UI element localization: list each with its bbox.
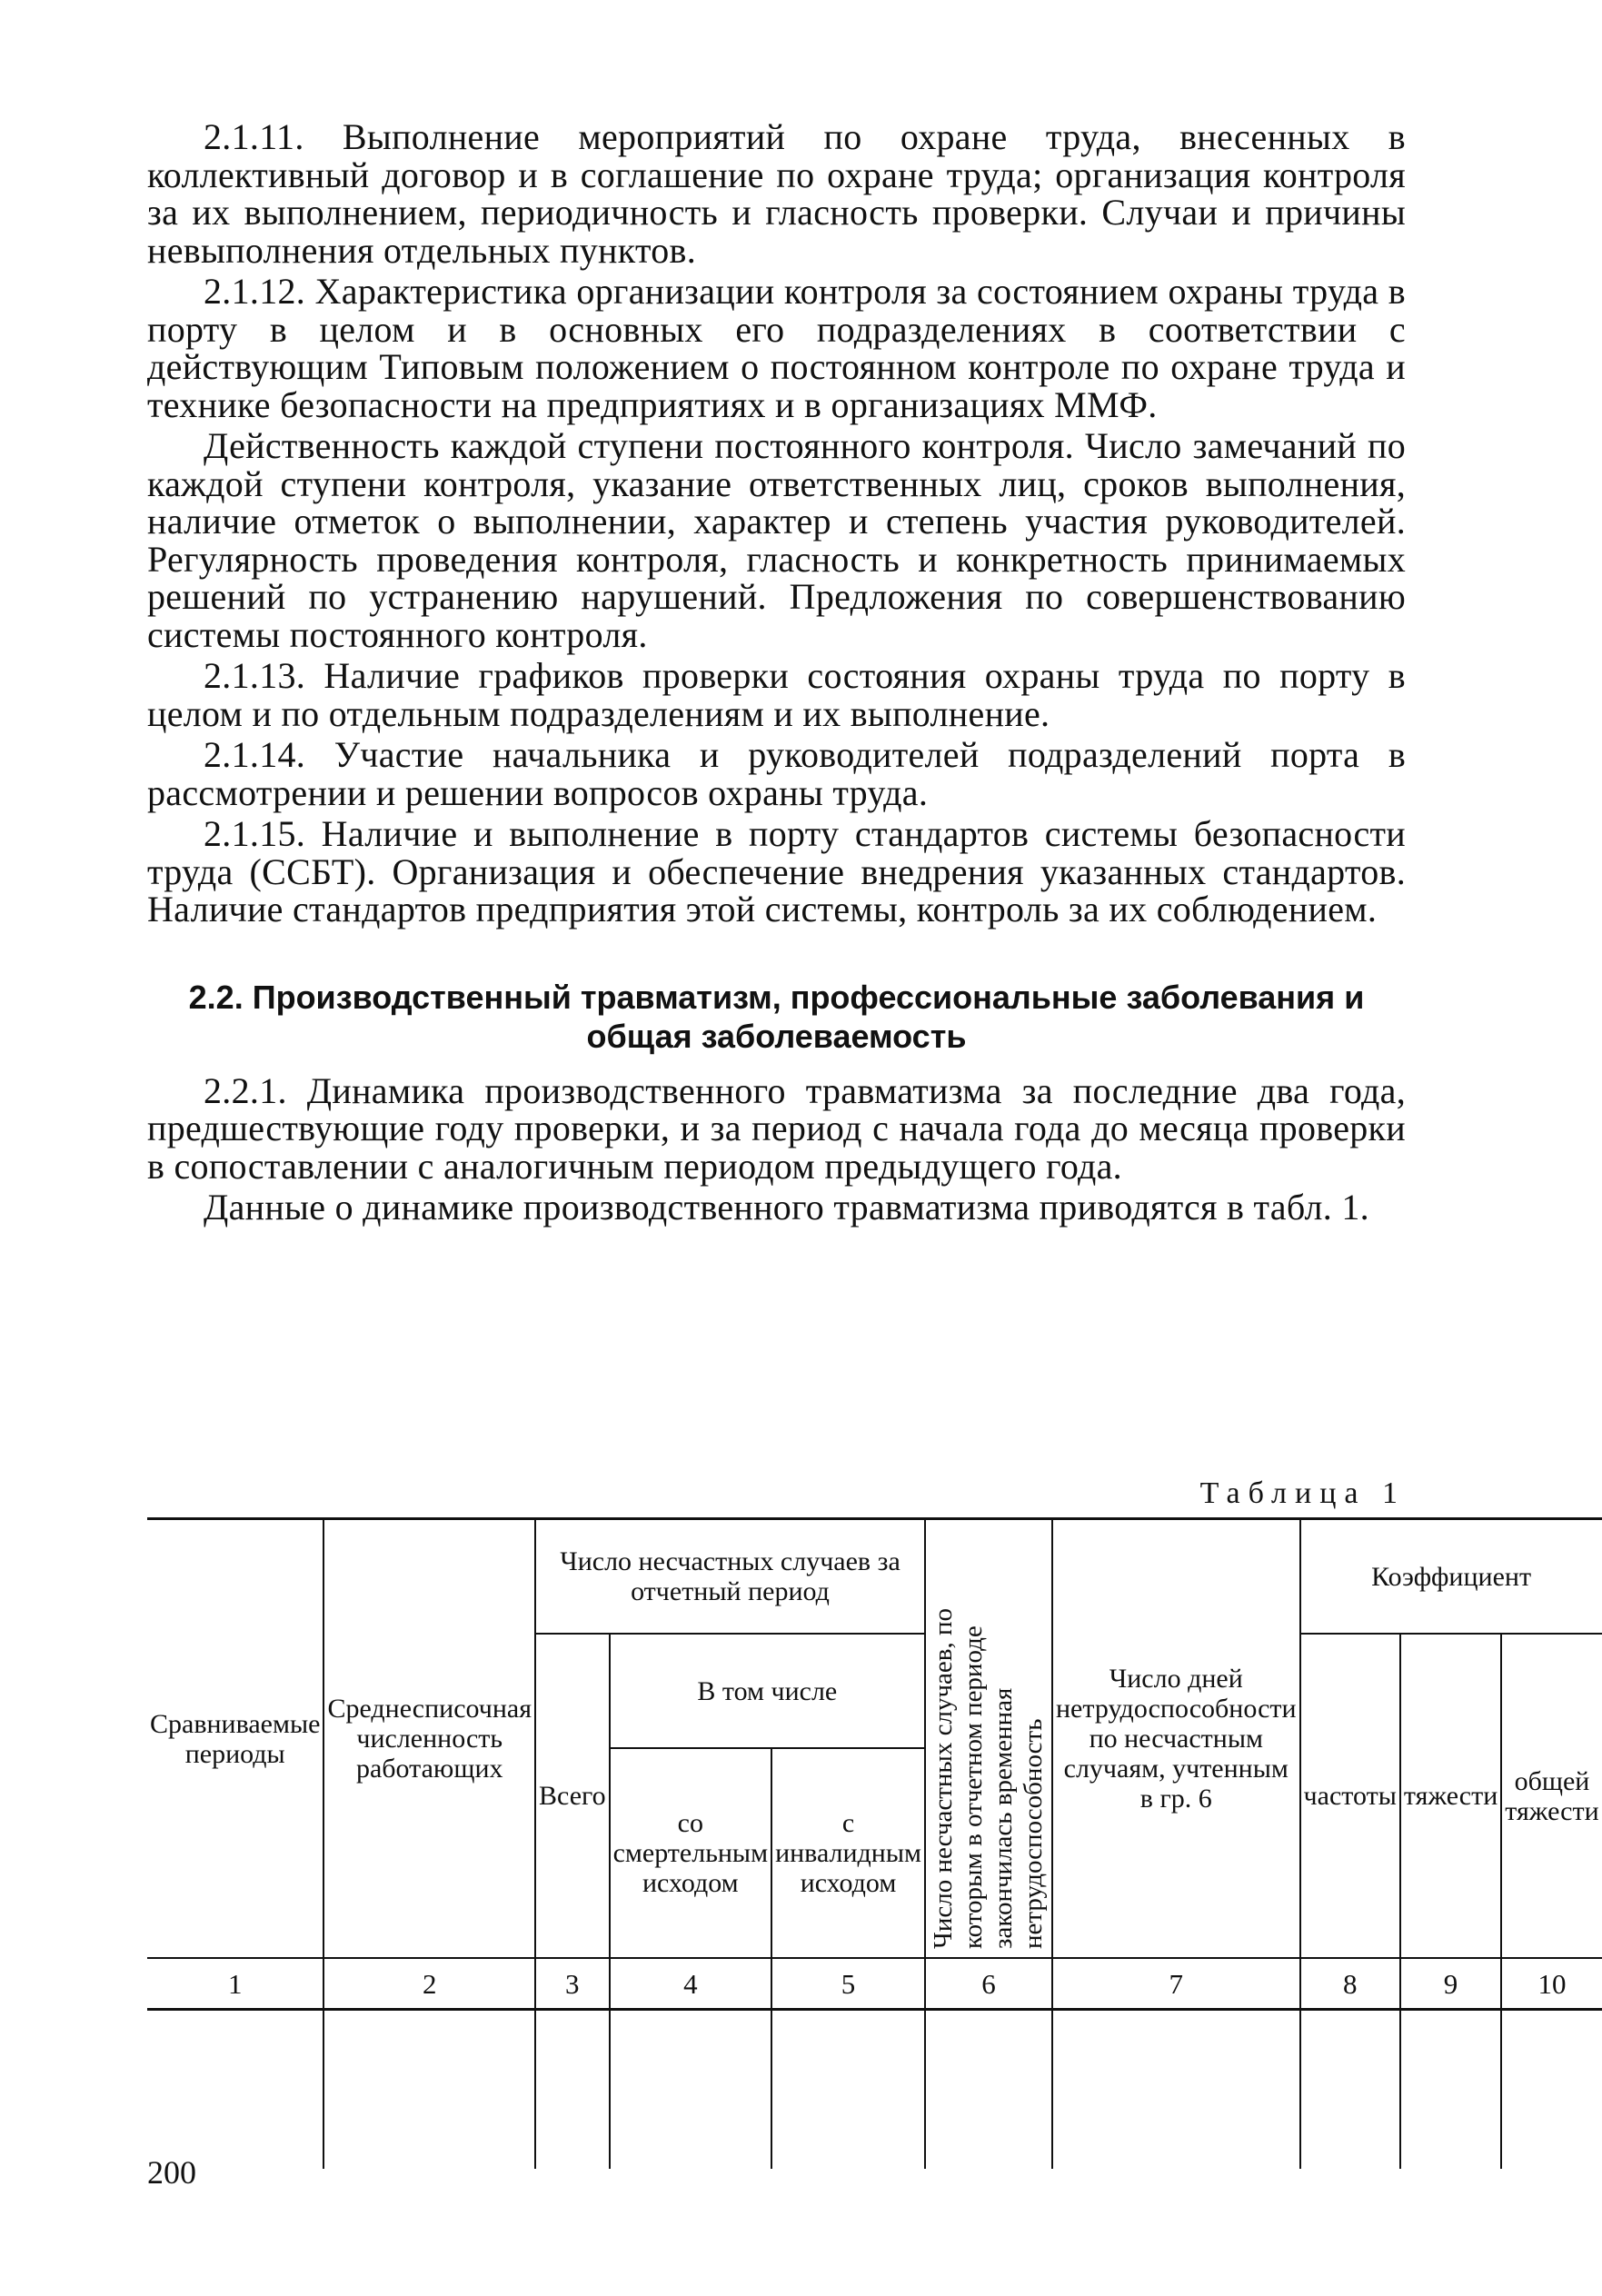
col-number: 10: [1501, 1958, 1601, 2010]
paragraph-2-1-13: 2.1.13. Наличие графиков проверки состояния охраны труда по порту в целом и по отдельным подразделениям и их выполнение.: [147, 655, 1406, 734]
header-total-severity: общей тяжести: [1501, 1634, 1601, 1958]
header-total: Всего: [535, 1634, 610, 1958]
paragraph-2-2-1: 2.2.1. Динамика производственного травматизма за последние два года, предшествующие году проверки, и за период с начала года до месяца проверки в сопоставлении с аналогичным периодом предыдущего года.: [147, 1069, 1406, 1187]
table-cell: [535, 2010, 610, 2170]
header-temp-disability: Число несчастных случаев, по которым в отчетном периоде закончилась временная нетрудоспособность: [925, 1519, 1052, 1959]
header-including-group: В том числе: [610, 1634, 925, 1748]
table-title: Таблица 1: [1199, 1476, 1406, 1510]
table-cell: [610, 2010, 771, 2170]
paragraph-2-1-15: 2.1.15. Наличие и выполнение в порту стандартов системы безопасности труда (ССБТ). Организация и обеспечение внедрения указанных стандартов. Наличие стандартов предприятия этой системы, контроль за их соблюдением.: [147, 813, 1406, 929]
header-disability-days: Число дней нетрудоспособности по несчастным случаям, учтенным в гр. 6: [1052, 1519, 1300, 1959]
table-cell: [1501, 2010, 1601, 2170]
header-fatal: со смертельным исходом: [610, 1749, 771, 1958]
col-number: 4: [610, 1958, 771, 2010]
header-disabled: с инвалидным исходом: [771, 1749, 925, 1958]
table-cell: [1400, 2010, 1501, 2170]
col-number: 5: [771, 1958, 925, 2010]
paragraph-2-1-11: 2.1.11. Выполнение мероприятий по охране труда, внесенных в коллективный договор и в соглашение по охране труда; организация контроля за их выполнением, периодичность и гласность проверки. Случаи и причины невыполнения отдельных пунктов.: [147, 116, 1406, 271]
col-number: 7: [1052, 1958, 1300, 2010]
paragraph-2-1-14: 2.1.14. Участие начальника и руководителей подразделений порта в рассмотрении и решении вопросов охраны труда.: [147, 734, 1406, 813]
header-frequency: частоты: [1300, 1634, 1400, 1958]
col-number: 1: [147, 1958, 323, 2010]
page-number: 200: [147, 2154, 196, 2191]
table-cell: [323, 2010, 535, 2170]
paragraph-control-effectiveness: Действенность каждой ступени постоянного контроля. Число замечаний по каждой ступени контроля, указание ответственных лиц, сроков выполнения, наличие отметок о выполнении, характер и степень участия руководителей. Регулярность проведения контроля, гласность и конкретность принимаемых решений по устранению нарушений. Предложения по совершенствованию системы постоянного контроля.: [147, 425, 1406, 655]
table-cell: [1300, 2010, 1400, 2170]
col-number: 9: [1400, 1958, 1501, 2010]
table-cell: [771, 2010, 925, 2170]
table-cell: [1052, 2010, 1300, 2170]
table-1: [147, 1517, 1602, 2169]
col-number: 6: [925, 1958, 1052, 2010]
header-severity: тяжести: [1400, 1634, 1501, 1958]
header-accidents-group: Число несчастных случаев за отчетный период: [535, 1519, 925, 1635]
table-cell: [925, 2010, 1052, 2170]
section-heading-2-2: 2.2. Производственный травматизм, профессиональные заболевания и общая заболеваемость: [188, 978, 1365, 1055]
col-number: 8: [1300, 1958, 1400, 2010]
table-row: [147, 2010, 1602, 2170]
paragraph-table-reference: Данные о динамике производственного травматизма приводятся в табл. 1.: [204, 1187, 1369, 1228]
table-cell: [147, 2010, 323, 2170]
page-content: [147, 116, 1599, 2000]
header-avg-staff: Среднесписочная численность работающих: [323, 1519, 535, 1959]
col-number: 3: [535, 1958, 610, 2010]
col-number: 2: [323, 1958, 535, 2010]
header-coefficient-group: Коэффициент: [1300, 1519, 1602, 1635]
paragraph-2-1-12: 2.1.12. Характеристика организации контроля за состоянием охраны труда в порту в целом и в основных его подразделениях в соответствии с действующим Типовым положением о постоянном контроле по охране труда и технике безопасности на предприятиях и в организациях ММФ.: [147, 271, 1406, 425]
header-periods: Сравниваемые периоды: [147, 1519, 323, 1959]
